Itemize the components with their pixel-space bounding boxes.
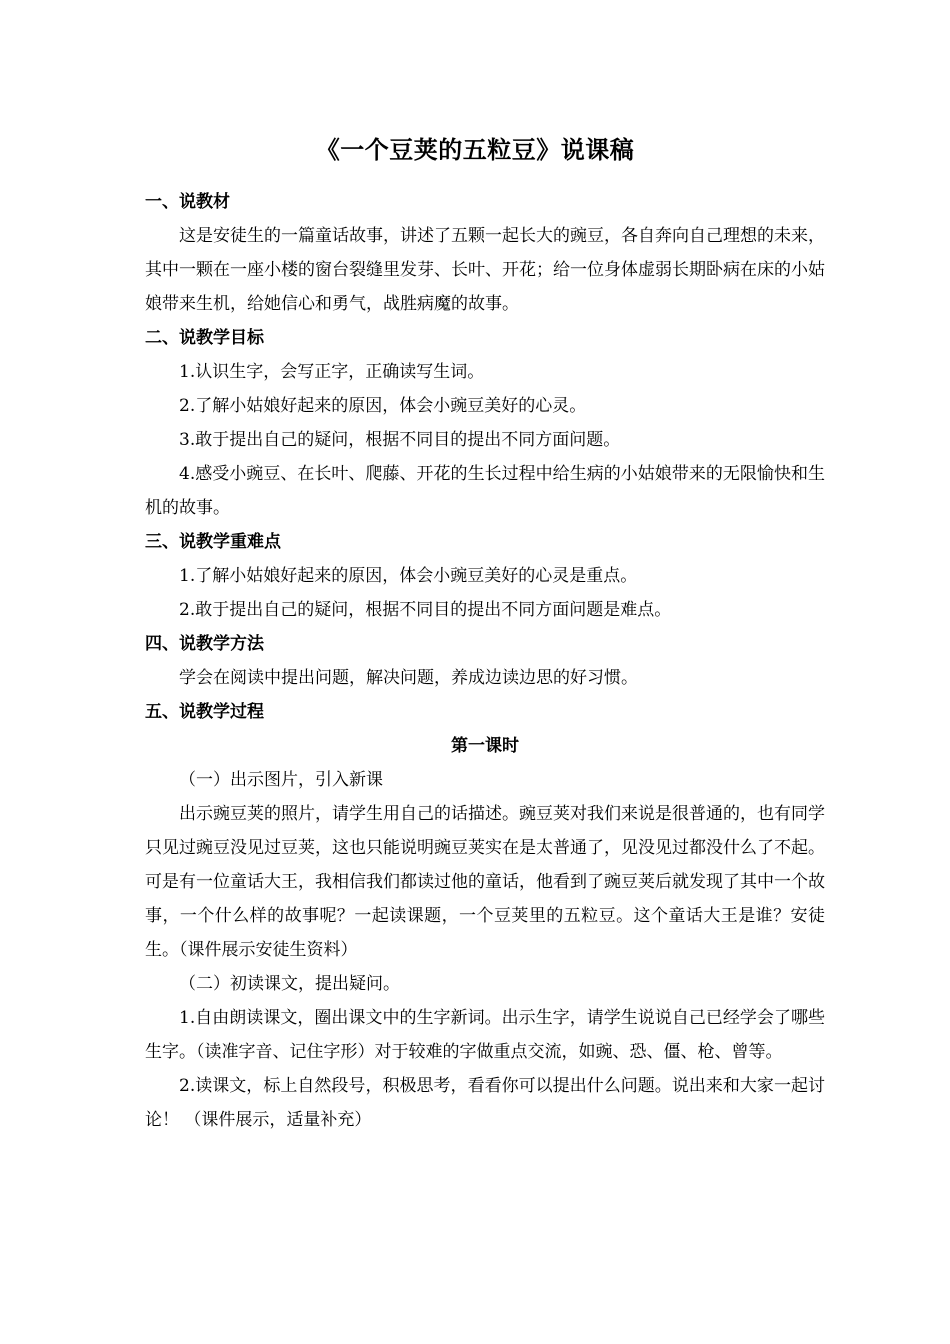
part-paragraph: 出示豌豆荚的照片，请学生用自己的话描述。豌豆荚对我们来说是很普通的，也有同学只见过豌豆没见过豆荚，这也只能说明豌豆荚实在是太普通了，见没见过都没什么了不起。可是有一位童话大王，我相信我们都读过他的童话，他看到了豌豆荚后就发现了其中一个故事，一个什么样的故事呢？一起读课题，一个豆荚里的五粒豆。这个童话大王是谁？安徒生。（课件展示安徒生资料） [145, 804, 825, 960]
goal-item: 3.敢于提出自己的疑问，根据不同目的提出不同方面问题。 [179, 430, 621, 450]
part-item: 1.自由朗读课文，圈出课文中的生字新词。出示生字，请学生说说自己已经学会了哪些生字。（读准字音、记住字形）对于较难的字做重点交流，如豌、恐、僵、枪、曾等。 [145, 1008, 825, 1062]
section-heading-goals: 二、说教学目标 [145, 328, 264, 348]
key-point-item: 2.敢于提出自己的疑问，根据不同目的提出不同方面问题是难点。 [179, 600, 672, 620]
goal-item: 2.了解小姑娘好起来的原因，体会小豌豆美好的心灵。 [179, 396, 587, 416]
key-point-item: 1.了解小姑娘好起来的原因，体会小豌豆美好的心灵是重点。 [179, 566, 638, 586]
section-heading-materials: 一、说教材 [145, 192, 230, 212]
section-heading-process: 五、说教学过程 [145, 702, 264, 722]
section-heading-methods: 四、说教学方法 [145, 634, 264, 654]
section-heading-key-points: 三、说教学重难点 [145, 532, 281, 552]
materials-paragraph: 这是安徒生的一篇童话故事，讲述了五颗一起长大的豌豆，各自奔向自己理想的未来，其中一颗在一座小楼的窗台裂缝里发芽、长叶、开花；给一位身体虚弱长期卧病在床的小姑娘带来生机，给她信心和勇气，战胜病魔的故事。 [145, 226, 825, 314]
lesson-title: 第一课时 [451, 736, 519, 756]
part-heading: （二）初读课文，提出疑问。 [179, 974, 400, 994]
page-title: 《一个豆荚的五粒豆》说课稿 [315, 136, 635, 164]
methods-paragraph: 学会在阅读中提出问题，解决问题，养成边读边思的好习惯。 [179, 668, 638, 688]
goal-item: 4.感受小豌豆、在长叶、爬藤、开花的生长过程中给生病的小姑娘带来的无限愉快和生机的故事。 [145, 464, 825, 518]
document-body [145, 185, 825, 1137]
part-heading: （一）出示图片，引入新课 [179, 770, 383, 790]
part-item: 2.读课文，标上自然段号，积极思考，看看你可以提出什么问题。说出来和大家一起讨论！ （课件展示，适量补充） [145, 1076, 825, 1130]
goal-item: 1.认识生字，会写正字，正确读写生词。 [179, 362, 485, 382]
